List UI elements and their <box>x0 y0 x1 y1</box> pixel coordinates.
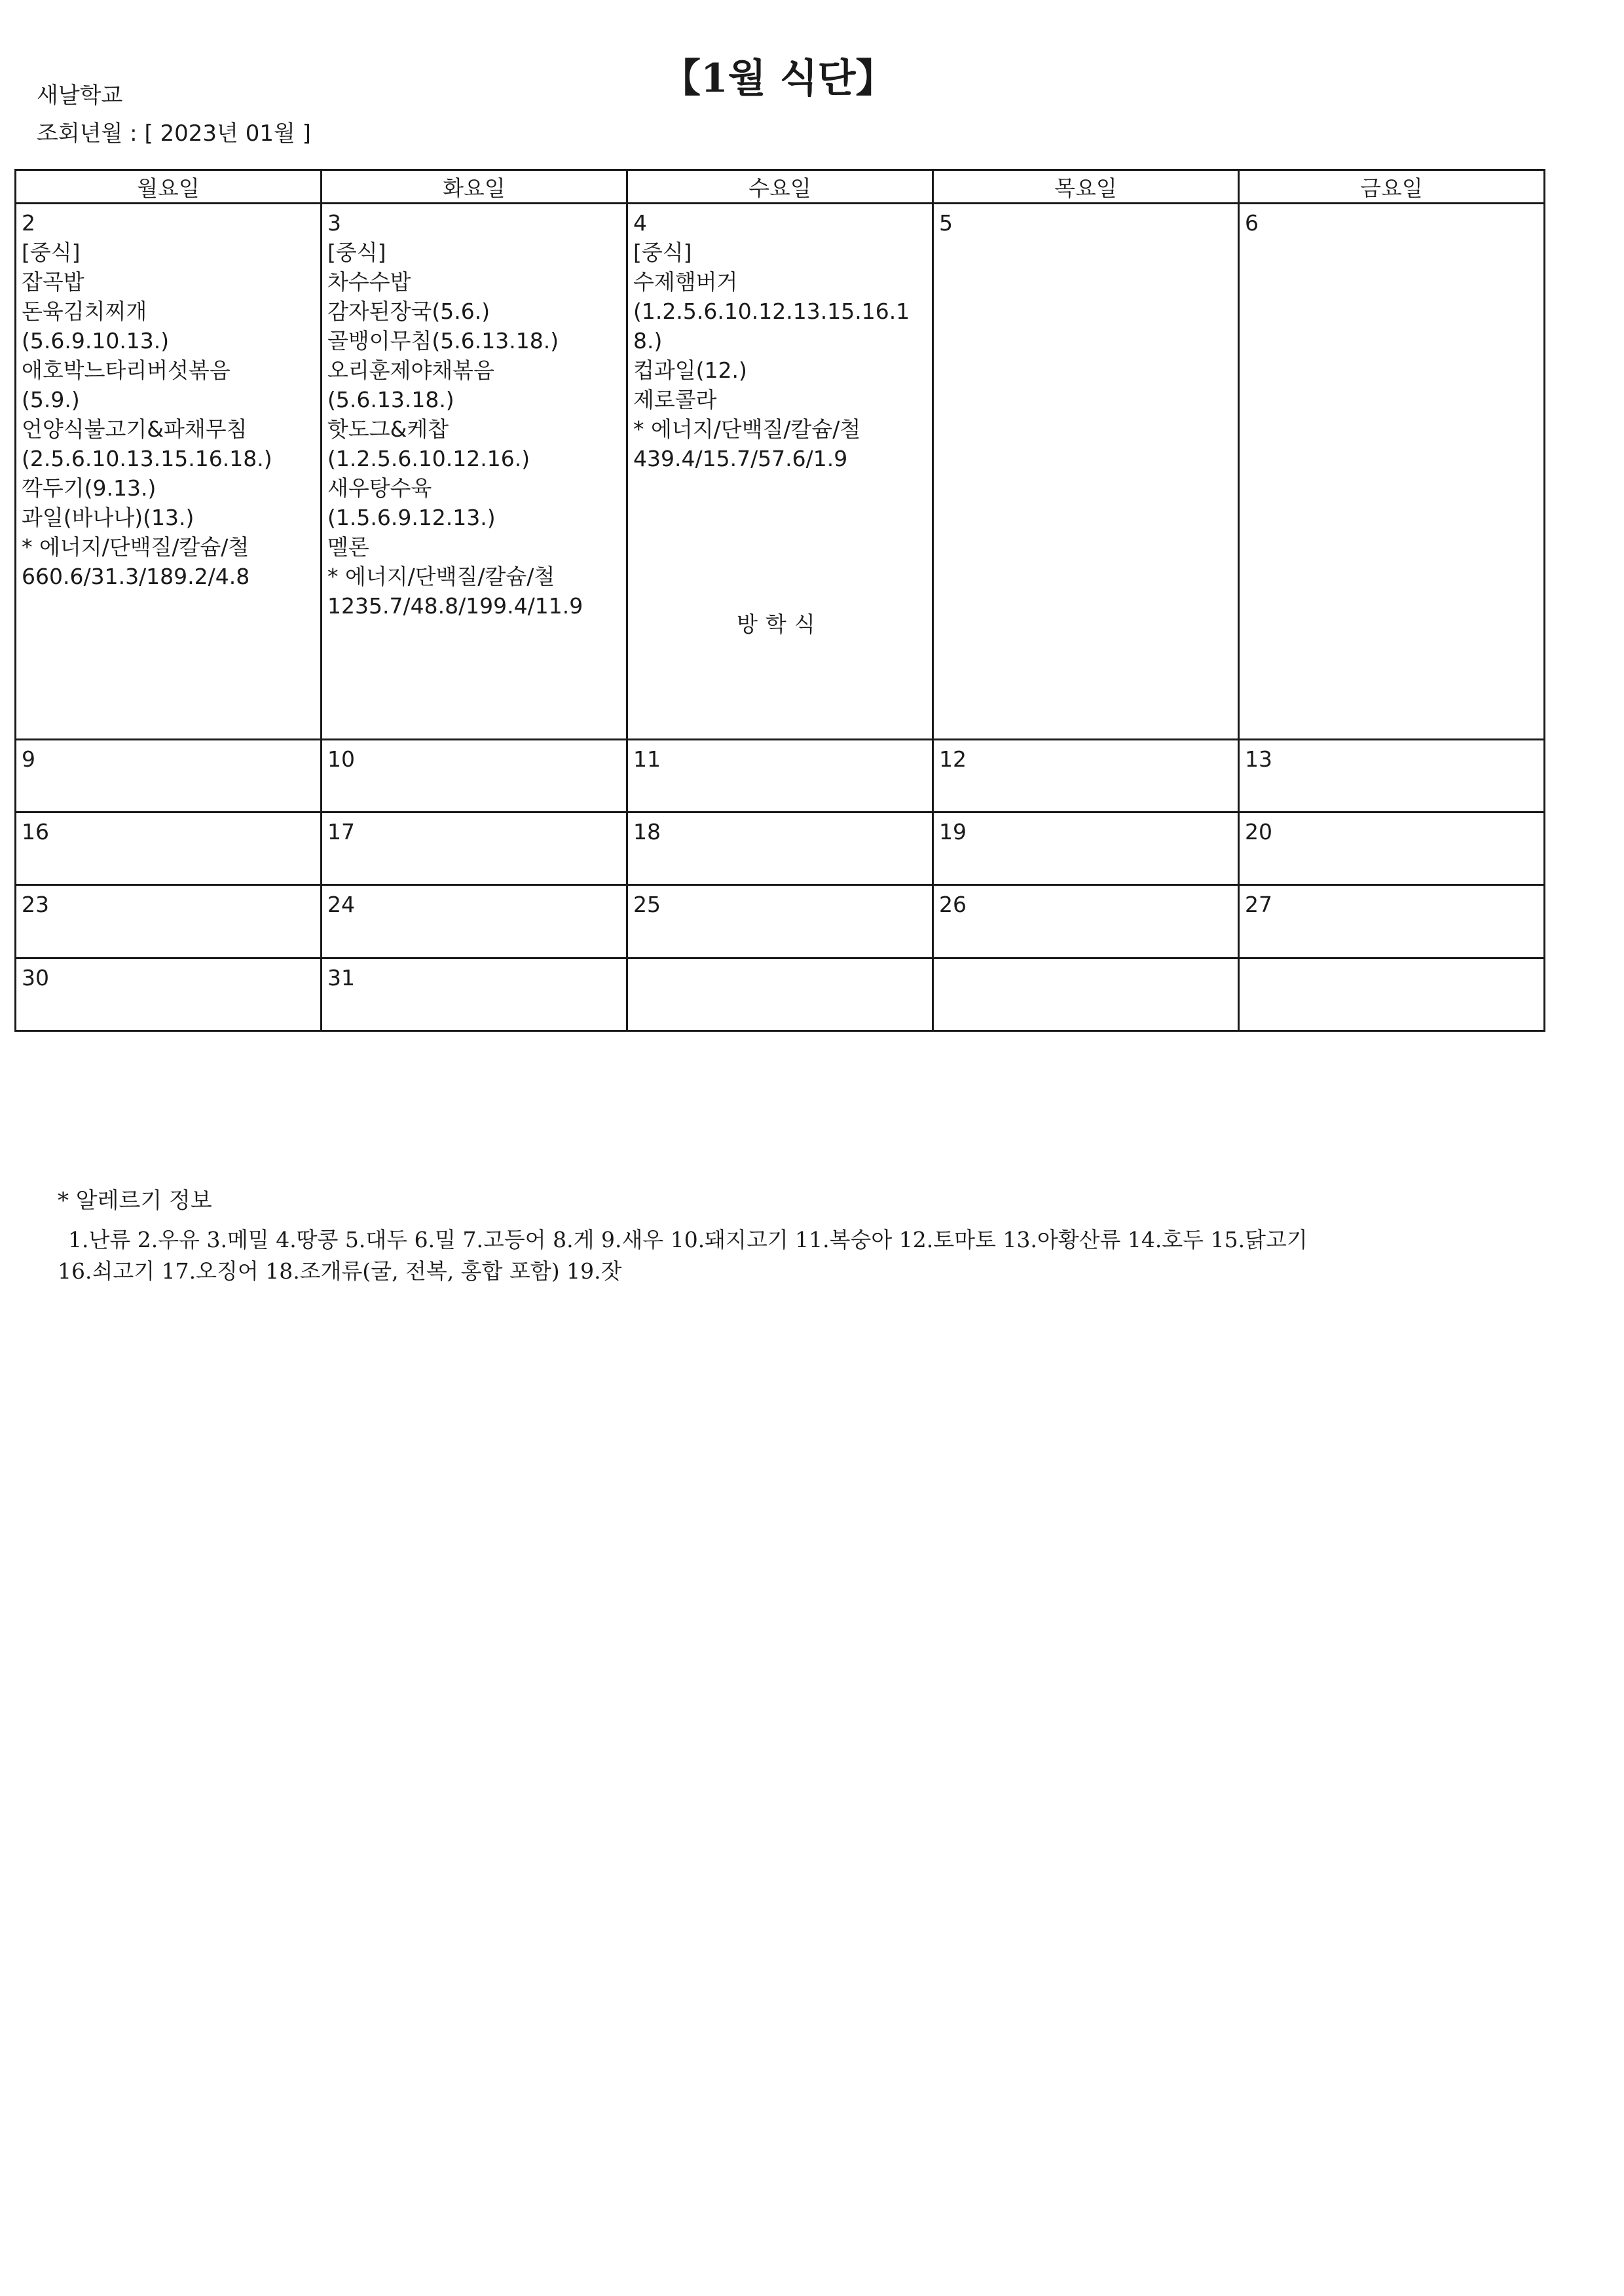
day-cell <box>627 885 933 958</box>
day-number: 9 <box>22 746 35 772</box>
day-number: 3 <box>327 210 341 236</box>
menu-line: 감자된장국(5.6.) <box>327 299 490 324</box>
day-number: 19 <box>939 819 967 845</box>
menu-line: 언양식불고기&파채무침 <box>22 416 248 442</box>
week-row <box>16 204 1545 740</box>
day-cell <box>933 885 1239 958</box>
day-cell <box>627 958 933 1030</box>
menu-line: 골뱅이무침(5.6.13.18.) <box>327 328 559 354</box>
day-cell <box>933 812 1239 885</box>
weekday-header: 화요일 <box>322 170 627 204</box>
allergy-info-title: * 알레르기 정보 <box>58 1188 212 1214</box>
week-row <box>16 885 1545 958</box>
day-cell <box>1239 812 1545 885</box>
menu-line: (1.5.6.9.12.13.) <box>327 505 496 530</box>
school-name: 새날학교 <box>37 82 123 109</box>
day-cell <box>16 958 322 1030</box>
allergy-list-line: 16.쇠고기 17.오징어 18.조개류(굴, 전복, 홍합 포함) 19.잣 <box>58 1258 622 1284</box>
day-number: 27 <box>1245 892 1272 918</box>
day-number: 11 <box>633 746 661 772</box>
nutrition-values: 660.6/31.3/189.2/4.8 <box>22 564 250 589</box>
day-cell <box>933 958 1239 1030</box>
day-cell <box>1239 958 1545 1030</box>
day-number: 12 <box>939 746 967 772</box>
day-number: 2 <box>22 210 35 236</box>
day-cell <box>627 812 933 885</box>
day-cell-fri <box>1239 204 1545 740</box>
nutrition-label: * 에너지/단백질/칼슘/철 <box>327 564 555 589</box>
day-cell <box>933 739 1239 812</box>
day-cell-mon <box>16 204 322 740</box>
day-number: 25 <box>633 892 661 918</box>
weekday-header-row <box>16 170 1545 204</box>
day-number: 31 <box>327 964 355 991</box>
day-cell <box>322 885 627 958</box>
menu-line: 깍두기(9.13.) <box>22 475 157 501</box>
day-cell-wed <box>627 204 933 740</box>
menu-line: 수제햄버거 <box>633 269 738 295</box>
day-cell-thu <box>933 204 1239 740</box>
allergy-list-line: 1.난류 2.우유 3.메밀 4.땅콩 5.대두 6.밀 7.고등어 8.게 9.새우 10.돼지고기 11.복숭아 12.토마토 13.아황산류 14.호두 15.닭고기 <box>68 1227 1308 1252</box>
week-row <box>16 812 1545 885</box>
day-cell <box>16 812 322 885</box>
day-cell <box>322 812 627 885</box>
nutrition-values: 439.4/15.7/57.6/1.9 <box>633 446 848 471</box>
menu-line: 과일(바나나)(13.) <box>22 505 194 530</box>
menu-line: (1.2.5.6.10.12.13.15.16.18.) <box>633 299 910 354</box>
day-number: 16 <box>22 819 49 845</box>
menu-line: 돈육김치찌개 <box>22 299 147 324</box>
menu-line: 오리훈제야채볶음 <box>327 357 495 383</box>
menu-line: [중식] <box>22 240 81 265</box>
day-number: 30 <box>22 964 49 991</box>
weekday-header: 월요일 <box>16 170 322 204</box>
day-cell <box>16 885 322 958</box>
nutrition-label: * 에너지/단백질/칼슘/철 <box>22 534 249 560</box>
day-number: 23 <box>22 892 49 918</box>
menu-line: (1.2.5.6.10.12.16.) <box>327 446 530 471</box>
week-row <box>16 958 1545 1030</box>
day-number: 4 <box>633 210 647 236</box>
day-cell <box>322 958 627 1030</box>
day-cell <box>1239 739 1545 812</box>
menu-line: 애호박느타리버섯볶음 <box>22 357 231 383</box>
menu-line: (5.9.) <box>22 387 80 412</box>
nutrition-values: 1235.7/48.8/199.4/11.9 <box>327 593 583 619</box>
menu-line: (5.6.13.18.) <box>327 387 454 412</box>
weekday-header: 목요일 <box>933 170 1239 204</box>
day-number: 6 <box>1245 210 1259 236</box>
day-number: 18 <box>633 819 661 845</box>
page-title: 【1월 식단】 <box>661 56 895 101</box>
weekday-header: 금요일 <box>1239 170 1545 204</box>
menu-line: 제로콜라 <box>633 387 717 412</box>
menu-line: 컵과일(12.) <box>633 357 747 383</box>
day-number: 24 <box>327 892 355 918</box>
day-cell <box>1239 885 1545 958</box>
menu-line: [중식] <box>327 240 386 265</box>
week-row <box>16 739 1545 812</box>
day-number: 26 <box>939 892 967 918</box>
meal-calendar <box>14 169 1545 1032</box>
menu-line: 차수수밥 <box>327 269 411 295</box>
day-cell <box>322 739 627 812</box>
day-cell-tue <box>322 204 627 740</box>
menu-line: 핫도그&케찹 <box>327 416 449 442</box>
query-period: 조회년월 : [ 2023년 01월 ] <box>37 120 311 147</box>
menu-line: 잡곡밥 <box>22 269 84 295</box>
menu-line: (2.5.6.10.13.15.16.18.) <box>22 446 272 471</box>
day-number: 13 <box>1245 746 1272 772</box>
day-number: 10 <box>327 746 355 772</box>
menu-line: (5.6.9.10.13.) <box>22 328 170 354</box>
nutrition-label: * 에너지/단백질/칼슘/철 <box>633 416 861 442</box>
weekday-header: 수요일 <box>627 170 933 204</box>
menu-line: [중식] <box>633 240 692 265</box>
day-cell <box>627 739 933 812</box>
day-number: 20 <box>1245 819 1272 845</box>
day-number: 17 <box>327 819 355 845</box>
menu-line: 멜론 <box>327 534 369 560</box>
closing-ceremony-note: 방학식 <box>737 611 823 637</box>
day-number: 5 <box>939 210 953 236</box>
menu-line: 새우탕수육 <box>327 475 432 501</box>
day-cell <box>16 739 322 812</box>
